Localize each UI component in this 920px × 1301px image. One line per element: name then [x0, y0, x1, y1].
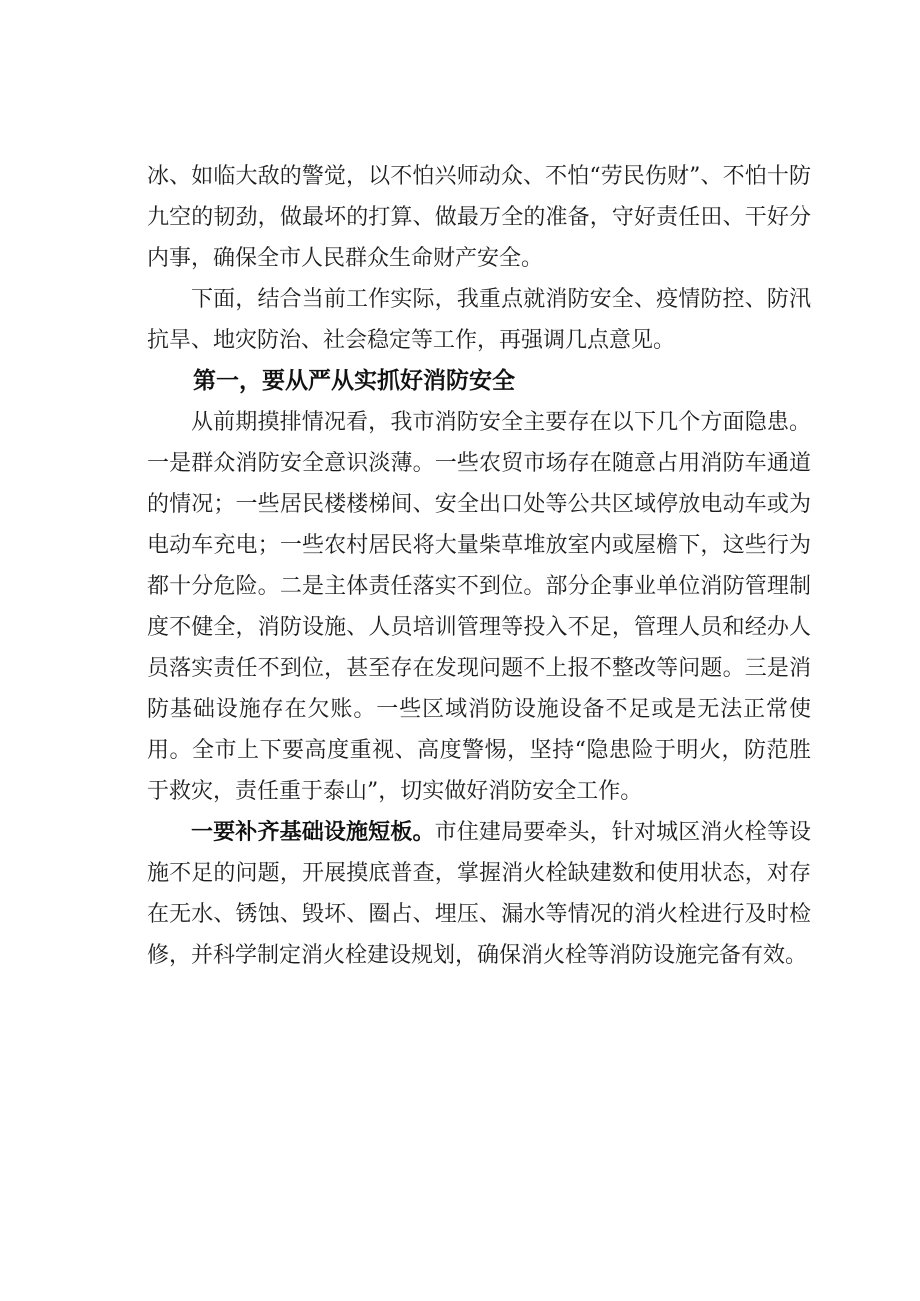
paragraph-intro: 下面，结合当前工作实际，我重点就消防安全、疫情防控、防汛抗旱、地灾防治、社会稳定等工作，再强调几点意见。 — [147, 287, 811, 353]
paragraph-infrastructure — [147, 812, 811, 976]
paragraph-continuation: 冰、如临大敌的警觉，以不怕兴师动众、不怕“劳民伤财”、不怕十防九空的韧劲，做最坏的打算、做最万全的准备，守好责任田、干好分内事，确保全市人民群众生命财产安全。 — [147, 164, 811, 271]
paragraph-hazards: 从前期摸排情况看，我市消防安全主要存在以下几个方面隐患。一是群众消防安全意识淡薄。一些农贸市场存在随意占用消防车通道的情况；一些居民楼楼梯间、安全出口处等公共区域停放电动车或为电动车充电；一些农村居民将大量柴草堆放室内或屋檐下，这些行为都十分危险。二是主体责任落实不到位。部分企事业单位消防管理制度不健全，消防设施、人员培训管理等投入不足，管理人员和经办人员落实责任不到位，甚至存在发现问题不上报不整改等问题。三是消防基础设施存在欠账。一些区域消防设施设备不足或是无法正常使用。全市上下要高度重视、高度警惕，坚持“隐患险于明火，防范胜于救灾，责任重于泰山”，切实做好消防安全工作。 — [147, 410, 811, 804]
section-heading: 第一，要从严从实抓好消防安全 — [193, 368, 515, 394]
document-body — [147, 156, 811, 976]
paragraph-lead-in: 一要补齐基础设施短板。 — [191, 820, 435, 845]
paragraph-infrastructure-text: 市住建局要牵头，针对城区消火栓等设施不足的问题，开展摸底普查，掌握消火栓缺建数和使用状态，对存在无水、锈蚀、毁坏、圈占、埋压、漏水等情况的消火栓进行及时检修，并科学制定消火栓建设规划，确保消火栓等消防设施完备有效。 — [147, 820, 811, 968]
